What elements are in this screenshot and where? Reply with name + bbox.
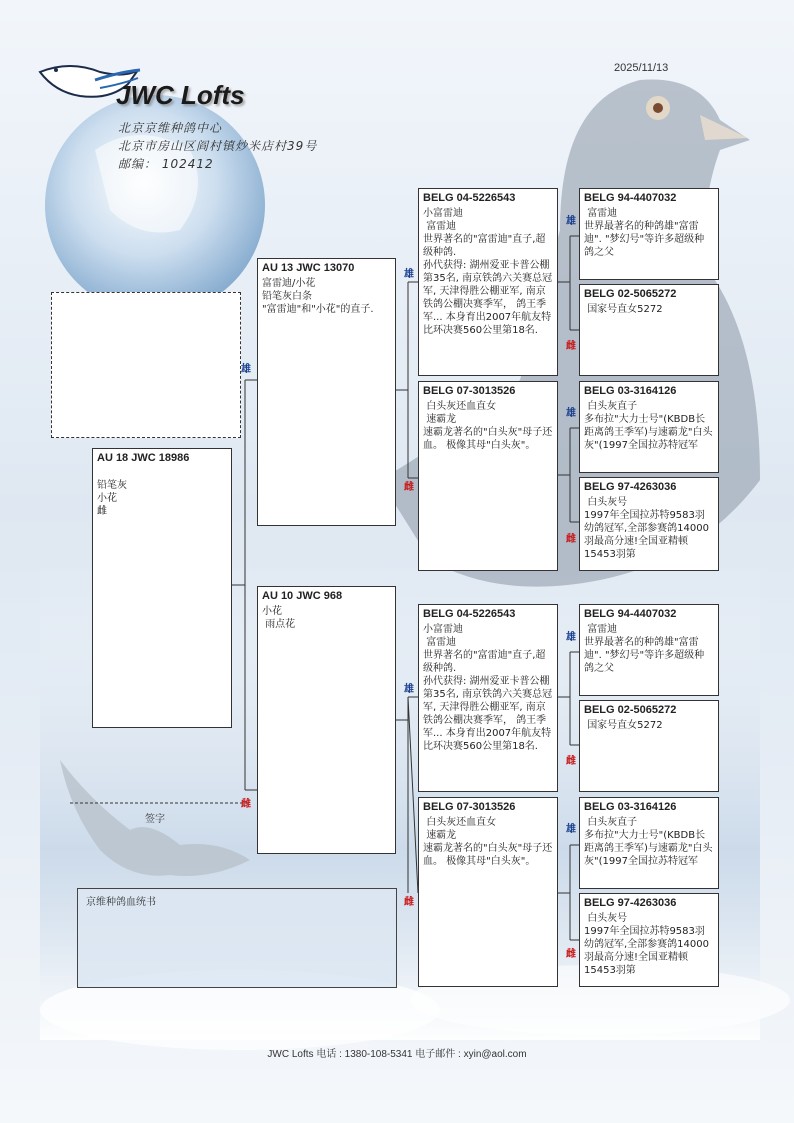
subject-pigeon-card[interactable] bbox=[92, 448, 232, 728]
great-grandparent-card[interactable] bbox=[579, 893, 719, 987]
grandparent-detail: 白头灰还血直女 bbox=[423, 817, 497, 828]
great-grandparent-ring-number: BELG 02-5065272 bbox=[584, 288, 677, 300]
great-grandparent-detail: 白头灰直子 bbox=[584, 401, 638, 412]
subject-ring-number: AU 18 JWC 18986 bbox=[97, 452, 190, 464]
sire-male-mark: 雄 bbox=[241, 364, 251, 375]
great-grandparent-detail: 多布拉"大力士号"(KBDB长距离鸽王季军)与速霸龙"白头灰"(1997全国拉苏特冠军 bbox=[584, 414, 713, 451]
grandparent-detail: 速霸龙著名的"白头灰"母子还血。 极像其母"白头灰"。 bbox=[423, 427, 553, 451]
brand-name: JWC Lofts bbox=[116, 80, 245, 110]
sire-card[interactable] bbox=[257, 258, 396, 526]
great-grandparent-ring-number: BELG 02-5065272 bbox=[584, 704, 677, 716]
grandparent-detail: 富雷迪 bbox=[423, 637, 457, 648]
great-grandparent-card[interactable] bbox=[579, 604, 719, 696]
dam-detail: 雨点花 bbox=[262, 619, 296, 630]
great-grandparent-detail: 多布拉"大力士号"(KBDB长距离鸽王季军)与速霸龙"白头灰"(1997全国拉苏特冠军 bbox=[584, 830, 713, 867]
sire-detail: 铅笔灰白条 bbox=[262, 291, 312, 302]
grandparent-detail: 世界著名的"富雷迪"直子,超级种鸽. bbox=[423, 650, 546, 674]
sire-detail: "富雷迪"和"小花"的直子. bbox=[262, 304, 374, 315]
subject-detail: 铅笔灰 bbox=[97, 480, 127, 491]
grandparent-ring-number: BELG 07-3013526 bbox=[423, 385, 516, 397]
gen4-8-female-mark: 雌 bbox=[566, 949, 576, 960]
gen4-1-male-mark: 雄 bbox=[566, 216, 576, 227]
grandparent-detail: 世界著名的"富雷迪"直子,超级种鸽. bbox=[423, 234, 546, 258]
sire-ring-number: AU 13 JWC 13070 bbox=[262, 262, 355, 274]
great-grandparent-ring-number: BELG 94-4407032 bbox=[584, 608, 677, 620]
brand-address-line-1: 北京京维种鸽中心 bbox=[118, 121, 223, 135]
gen3-4-female-mark: 雌 bbox=[404, 897, 414, 908]
great-grandparent-detail: 国家号直女5272 bbox=[584, 304, 663, 315]
subject-detail: 雌 bbox=[97, 506, 107, 517]
great-grandparent-card[interactable] bbox=[579, 284, 719, 376]
sire-detail: 富雷迪/小花 bbox=[262, 278, 316, 289]
grandparent-detail: 速霸龙著名的"白头灰"母子还血。 极像其母"白头灰"。 bbox=[423, 843, 553, 867]
certificate-box[interactable] bbox=[77, 888, 397, 988]
great-grandparent-detail: 富雷迪 bbox=[584, 208, 618, 219]
dam-card[interactable] bbox=[257, 586, 396, 854]
subject-detail: 小花 bbox=[97, 493, 117, 504]
certificate-title: 京维种鸽血统书 bbox=[86, 897, 156, 908]
grandparent-detail: 富雷迪 bbox=[423, 221, 457, 232]
great-grandparent-detail: 国家号直女5272 bbox=[584, 720, 663, 731]
great-grandparent-ring-number: BELG 03-3164126 bbox=[584, 801, 677, 813]
gen3-2-female-mark: 雌 bbox=[404, 482, 414, 493]
great-grandparent-card[interactable] bbox=[579, 381, 719, 473]
great-grandparent-detail: 白头灰号 bbox=[584, 497, 628, 508]
grandparent-card[interactable] bbox=[418, 797, 558, 987]
dam-detail: 小花 bbox=[262, 606, 282, 617]
dam-ring-number: AU 10 JWC 968 bbox=[262, 590, 343, 602]
great-grandparent-card[interactable] bbox=[579, 700, 719, 792]
grandparent-detail: 小富雷迪 bbox=[423, 208, 463, 219]
grandparent-detail: 速霸龙 bbox=[423, 414, 457, 425]
great-grandparent-detail: 富雷迪 bbox=[584, 624, 618, 635]
gen3-3-male-mark: 雄 bbox=[404, 684, 414, 695]
grandparent-detail: 孙代获得: 湖州爱亚卡普公棚第35名, 南京铁鸽六关赛总冠军, 天津得胜公棚亚军, 南京铁鸽公棚决赛季军， 鸽王季军... 本身育出2007年航友特比环决赛560公里第18名. bbox=[423, 676, 553, 752]
grandparent-card[interactable] bbox=[418, 188, 558, 376]
grandparent-detail: 孙代获得: 湖州爱亚卡普公棚第35名, 南京铁鸽六关赛总冠军, 天津得胜公棚亚军, 南京铁鸽公棚决赛季军， 鸽王季军... 本身育出2007年航友特比环决赛560公里第18名. bbox=[423, 260, 553, 336]
great-grandparent-card[interactable] bbox=[579, 477, 719, 571]
pigeon-photo-placeholder[interactable] bbox=[51, 292, 241, 438]
brand-postcode: 邮编： 102412 bbox=[118, 157, 214, 171]
grandparent-ring-number: BELG 04-5226543 bbox=[423, 192, 516, 204]
grandparent-ring-number: BELG 07-3013526 bbox=[423, 801, 516, 813]
great-grandparent-detail: 1997年全国拉苏特9583羽幼鸽冠军,全部参赛鸽14000羽最高分速!全国亚精顿15453羽第 bbox=[584, 926, 709, 976]
gen4-7-male-mark: 雄 bbox=[566, 824, 576, 835]
grandparent-ring-number: BELG 04-5226543 bbox=[423, 608, 516, 620]
great-grandparent-detail: 世界最著名的种鸽雄"富雷迪". "梦幻号"等许多超级种鸽之父 bbox=[584, 221, 705, 258]
brand-address-line-2: 北京市房山区阎村镇炒米店村39号 bbox=[118, 139, 318, 153]
grandparent-detail: 速霸龙 bbox=[423, 830, 457, 841]
gen4-6-female-mark: 雌 bbox=[566, 756, 576, 767]
great-grandparent-detail: 白头灰直子 bbox=[584, 817, 638, 828]
great-grandparent-ring-number: BELG 94-4407032 bbox=[584, 192, 677, 204]
great-grandparent-ring-number: BELG 97-4263036 bbox=[584, 897, 677, 909]
great-grandparent-detail: 世界最著名的种鸽雄"富雷迪". "梦幻号"等许多超级种鸽之父 bbox=[584, 637, 705, 674]
grandparent-card[interactable] bbox=[418, 381, 558, 571]
print-date: 2025/11/13 bbox=[614, 62, 669, 74]
great-grandparent-ring-number: BELG 97-4263036 bbox=[584, 481, 677, 493]
signature-label: 签字 bbox=[145, 814, 165, 825]
gen4-3-male-mark: 雄 bbox=[566, 408, 576, 419]
contact-footer: JWC Lofts 电话 : 1380-108-5341 电子邮件 : xyin@aol.com bbox=[267, 1049, 527, 1060]
dam-female-mark: 雌 bbox=[241, 799, 251, 810]
great-grandparent-detail: 白头灰号 bbox=[584, 913, 628, 924]
grandparent-detail: 小富雷迪 bbox=[423, 624, 463, 635]
gen3-1-male-mark: 雄 bbox=[404, 269, 414, 280]
gen4-2-female-mark: 雌 bbox=[566, 341, 576, 352]
grandparent-card[interactable] bbox=[418, 604, 558, 792]
great-grandparent-card[interactable] bbox=[579, 188, 719, 280]
grandparent-detail: 白头灰还血直女 bbox=[423, 401, 497, 412]
great-grandparent-ring-number: BELG 03-3164126 bbox=[584, 385, 677, 397]
great-grandparent-card[interactable] bbox=[579, 797, 719, 889]
gen4-4-female-mark: 雌 bbox=[566, 534, 576, 545]
great-grandparent-detail: 1997年全国拉苏特9583羽幼鸽冠军,全部参赛鸽14000羽最高分速!全国亚精顿15453羽第 bbox=[584, 510, 709, 560]
gen4-5-male-mark: 雄 bbox=[566, 632, 576, 643]
